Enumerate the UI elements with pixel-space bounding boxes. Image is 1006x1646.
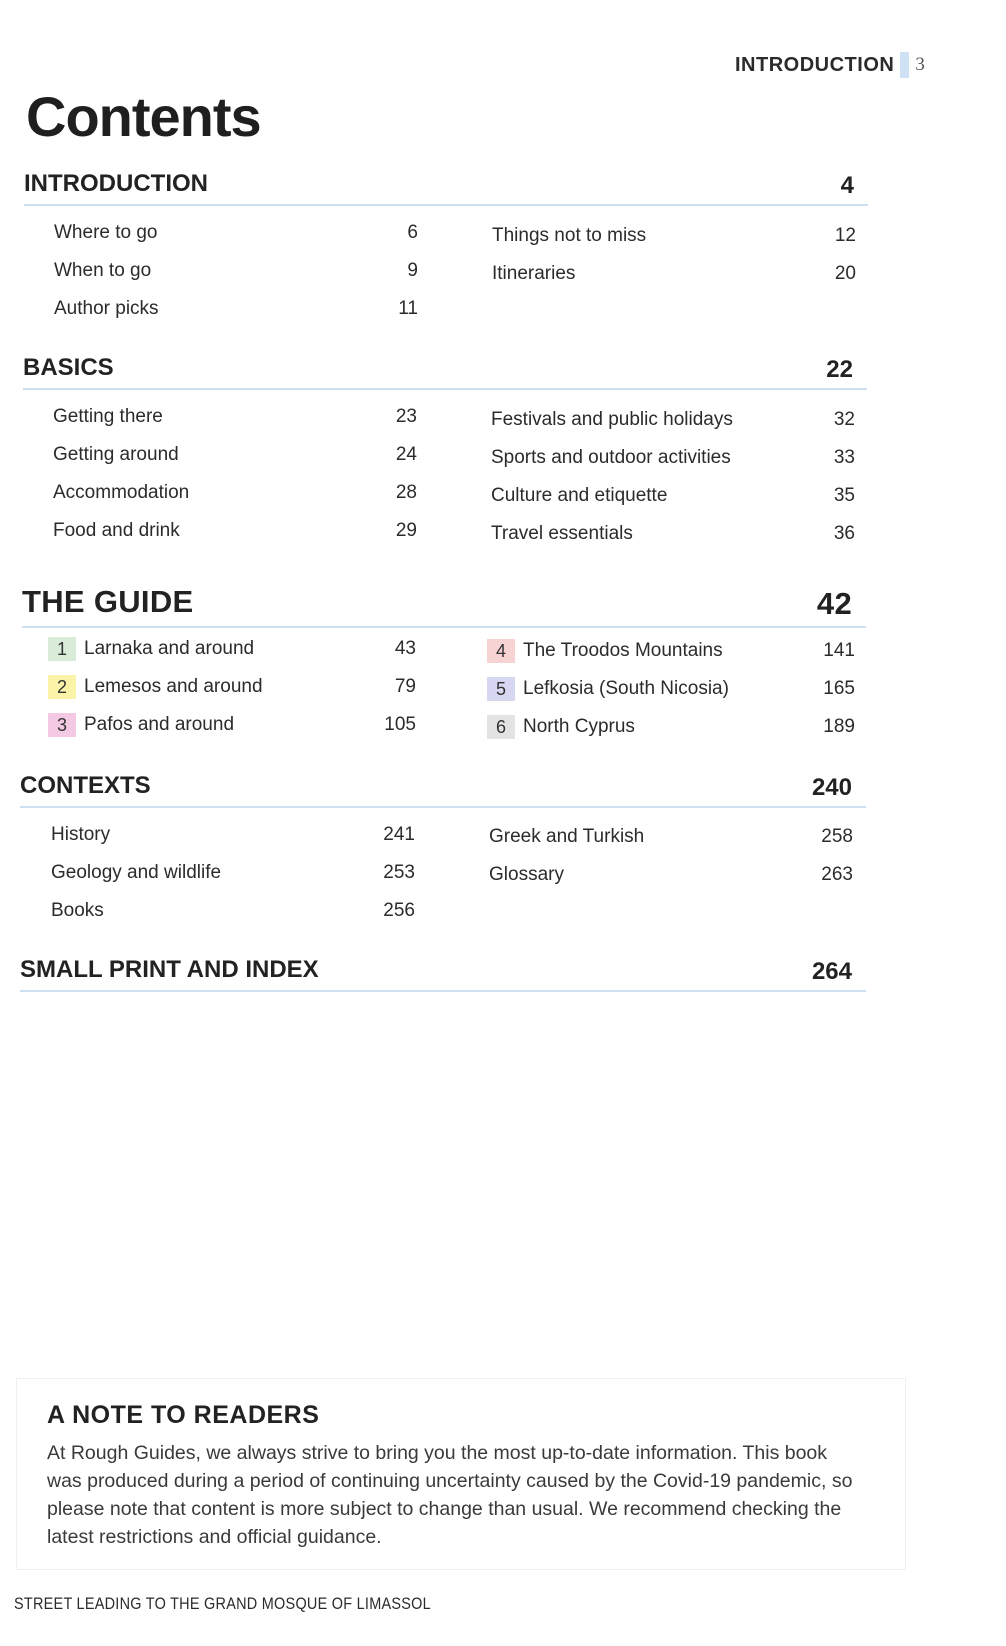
note-body: At Rough Guides, we always strive to bring you the most up-to-date information. This book was produced during a period of continuing uncertainty caused by the Covid-19 pandemic, so please note that content is more subject to change than usual. We recommend checking the latest restrictions and official guidance. [47, 1442, 853, 1548]
toc-entry[interactable]: Accommodation 28 [53, 482, 417, 503]
section-header [20, 950, 866, 992]
toc-entry[interactable]: Glossary 263 [489, 864, 853, 885]
toc-entry[interactable]: Things not to miss 12 [492, 225, 856, 246]
running-head-bar [900, 52, 909, 78]
toc-entry[interactable]: Food and drink 29 [53, 520, 417, 541]
toc-entry[interactable]: Where to go 6 [54, 222, 418, 243]
section-introduction [0, 164, 1006, 319]
chapter-entry[interactable]: 5 Lefkosia (South Nicosia) 165 [487, 670, 855, 708]
toc-entry[interactable]: Festivals and public holidays 32 [491, 409, 855, 430]
chapter-number: 4 [487, 639, 515, 663]
section-page: 42 [816, 586, 852, 621]
toc-entry[interactable]: Books 256 [51, 900, 415, 921]
chapter-number: 3 [48, 713, 76, 737]
note-box [16, 1378, 906, 1570]
page-number: 3 [915, 54, 925, 75]
section-header [24, 164, 868, 206]
running-head-label: INTRODUCTION [735, 53, 895, 76]
toc-entry[interactable]: Greek and Turkish 258 [489, 826, 853, 847]
section-contexts [0, 766, 1006, 921]
section-page: 22 [826, 356, 853, 383]
section-page: 264 [811, 958, 852, 985]
chapter-entry[interactable]: 2 Lemesos and around 79 [48, 668, 416, 706]
chapter-number: 2 [48, 675, 76, 699]
page-title: Contents [26, 85, 261, 148]
toc-entry[interactable]: Sports and outdoor activities 33 [491, 447, 855, 468]
chapter-entry[interactable]: 1 Larnaka and around 43 [48, 630, 416, 668]
section-small-print [0, 950, 1006, 992]
chapter-number: 5 [487, 677, 515, 701]
toc-entry[interactable]: Getting around 24 [53, 444, 417, 465]
running-head [735, 50, 925, 80]
photo-caption: STREET LEADING TO THE GRAND MOSQUE OF LIMASSOL [14, 1594, 431, 1613]
section-title[interactable]: CONTEXTS [20, 772, 151, 799]
chapter-entry[interactable]: 3 Pafos and around 105 [48, 706, 416, 744]
section-header [20, 766, 866, 808]
toc-entry[interactable]: Getting there 23 [53, 406, 417, 427]
section-basics [0, 348, 1006, 544]
toc-entry[interactable]: Itineraries 20 [492, 263, 856, 284]
toc-entry[interactable]: When to go 9 [54, 260, 418, 281]
section-guide [0, 582, 1006, 737]
section-page: 240 [811, 774, 852, 801]
section-title[interactable]: SMALL PRINT AND INDEX [20, 956, 319, 983]
chapter-entry[interactable]: 4 The Troodos Mountains 141 [487, 632, 855, 670]
section-header [23, 348, 867, 390]
section-title[interactable]: BASICS [23, 354, 114, 381]
toc-entry[interactable]: Author picks 11 [54, 298, 418, 319]
note-title: A NOTE TO READERS [47, 1401, 320, 1429]
chapter-number: 6 [487, 715, 515, 739]
section-header [22, 582, 866, 628]
section-page: 4 [840, 172, 854, 199]
toc-entry[interactable]: Culture and etiquette 35 [491, 485, 855, 506]
section-title[interactable]: INTRODUCTION [24, 170, 208, 197]
section-title[interactable]: THE GUIDE [22, 584, 194, 619]
toc-entry[interactable]: Geology and wildlife 253 [51, 862, 415, 883]
chapter-entry[interactable]: 6 North Cyprus 189 [487, 708, 855, 746]
toc-entry[interactable]: Travel essentials 36 [491, 523, 855, 544]
toc-entry[interactable]: History 241 [51, 824, 415, 845]
chapter-number: 1 [48, 637, 76, 661]
